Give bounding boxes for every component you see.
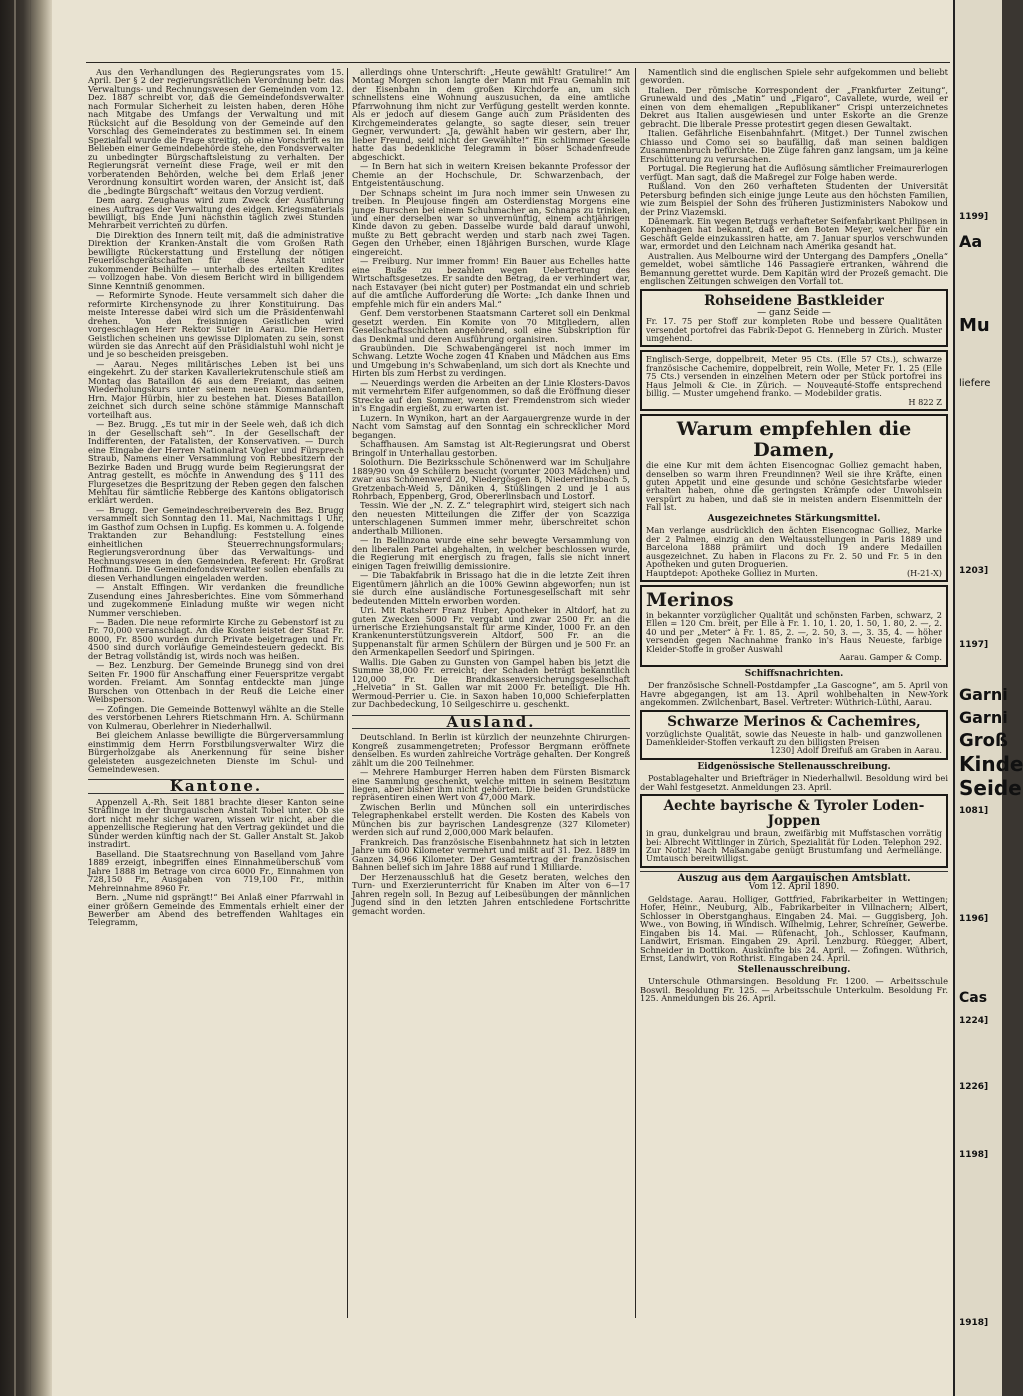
article: — Bez. Lenzburg. Der Gemeinde Brunegg sind von drei Seiten Fr. 1900 für Anschaffung einer Feuerspritze vergabt worden. Freiamt. Am Sonntag entdeckte man junge Burschen von Ottenbach in der Reuß die Leiche einer Weibsperson. (88, 660, 344, 705)
article: — Brugg. Der Gemeindeschreiberverein des Bez. Brugg versammelt sich Sonntag den 11. Mai, Nachmittags 1 Uhr, im Gasthof zum Ochsen in Lupfig. Es kommen u. A. folgende Traktanden zur Behandlung: Feststellung eines einheitlichen Steuerrechnungsformulars; Regierungsverordnung über das Verwaltungs- und Rechnungswesen in den Gemeinden. Referent: Hr. Großrat Hoffmann. Die Gemeindefondsverwalter sollen ebenfalls zu diesen Verhandlungen eingeladen werden. (88, 504, 344, 583)
article: Uri. Mit Ratsherr Franz Huber, Apotheker in Altdorf, hat zu guten Zwecken 5000 Fr. vergabt und zwar 2500 Fr. an die urnerische Erziehungsanstalt für arme Kinder, 1000 Fr. an den Krankenunterstützungsverein Altdorf, 500 Fr. an die Suppenanstalt für armen Schülern der Bürgen und je 500 Fr. an den Armenkapellen Seedorf und Spiringen. (352, 605, 630, 658)
fragment: Cas (959, 990, 988, 1006)
article: Italien. Der römische Korrespondent der „Frankfurter Zeitung“, Grunewald und des „Matin“ und „Figaro“, Cavallete, wurde, weil er einen von dem ehemaligen „Republikaner“ Crispi unterzeichnetes Dekret aus Italien ausgewiesen und unter Eskorte an die Grenze gebracht. Die liberale Presse protestirt gegen diesen Gewaltakt. (640, 84, 948, 129)
column-1 (88, 68, 344, 1328)
ad-merinos (640, 585, 948, 667)
ad-footer: Hauptdepot: Apotheke Golliez in Murten. (646, 567, 818, 578)
ad-body: Englisch-Serge, doppelbreit, Meter 95 Cts. (Elle 57 Cts.), schwarze französische Cachemire, doppelbreit, rein Wolle, Meter Fr. 1. 25 (Elle 75 Cts.) versenden in einzelnen Metern oder per Stück portofrei ins Haus Jelmoli & Cie. in Zürich. — Nouveauté-Stoffe entsprechend billig. — Muster umgehend franko. — Modebilder gratis. (646, 354, 942, 399)
fragment: 1203] (959, 566, 989, 576)
adjacent-page-strip (953, 0, 1023, 1396)
section-heading-kantone: Kantone. (88, 779, 344, 793)
article: Geldstage. Aarau. Holliger, Gottfried, Fabrikarbeiter in Wettingen; Hofer, Heinr., Neuburg, Alb., Fabrikarbeiter in Villnachern; Albert, Schlosser in Oberstganghaus. Eingaben 24. Mai. — Guggisberg, Joh. Wwe., von Bowing, in Windisch. Wilhelmig, Lehrer, Schreiner, Gewerbe. Eingaben bis 14. Mai. — Rüfenacht, Joh., Schlosser, Kaufmann, Landwirt, Erisman. Eingaben 29. April. Lenzburg. Rüegger, Albert, Schneider in Dottikon. Auskünfte bis 24. April. — Zofingen. Wüthrich, Ernst, Landwirt, von Rothrist. Eingaben 24. April. (640, 893, 948, 964)
article: Graubünden. Die Schwabengängerei ist noch immer im Schwang. Letzte Woche zogen 41 Knaben und Mädchen aus Ems und Umgebung in's Schwabenland, um sich dort als Knechte und Hirten bis zum Herbst zu verdingen. (352, 343, 630, 379)
ad-body: Fr. 17. 75 per Stoff zur kompleten Robe und bessere Qualitäten versendet portofrei das Fabrik-Depot G. Henneberg in Zürich. Muster umgehend. (646, 316, 942, 343)
section-heading-schiff: Schiffsnachrichten. (744, 668, 844, 679)
article: Unterschule Othmarsingen. Besoldung Fr. 1200. — Arbeitsschule Boswil. Besoldung Fr. 125. — Arbeitsschule Unterkulm. Besoldung Fr. 125. Anmeldungen bis 26. April. (640, 976, 948, 1004)
fragment: liefere (959, 378, 991, 389)
fragment: 1196] (959, 914, 989, 924)
ad-title: Merinos (646, 589, 734, 612)
fragment: 1197] (959, 640, 989, 650)
article: Portugal. Die Regierung hat die Auflösung sämtlicher Freimaurerlogen verfügt. Man sagt, daß die Maßregel zur Folge haben werde. (640, 163, 948, 182)
article: — Mehrere Hamburger Herren haben dem Fürsten Bismarck eine Sammlung geschenkt, welche mitten in seinem Besitztum liegen, aber bisher ihm nicht gehörten. Die beiden Grundstücke repräsentiren einen Wert von 47,000 Mark. (352, 767, 630, 803)
ad-loden (640, 794, 948, 868)
article: Appenzell A.-Rh. Seit 1881 brachte dieser Kanton seine Sträflinge in der thurgauischen Anstalt Tobel unter. Ob sie dort nicht mehr sicher waren, wissen wir nicht, aber die appenzellische Regierung hat den Vertrag gekündet und die Sünder werden künftig nach der St. Galler Anstalt St. Jakob instradirt. (88, 796, 344, 850)
ad-rohseide (640, 289, 948, 348)
ad-title: Aechte bayrische & Tyroler Loden-Joppen (663, 798, 925, 830)
article: — In Bellinzona wurde eine sehr bewegte Versammlung von den liberalen Partei abgehalten, in welcher beschlossen wurde, die Regierung mit energisch zu fragen, falls sie nicht innert einigen Tagen freiwillig demissionire. (352, 535, 630, 571)
column-divider (347, 68, 348, 1318)
article: Der Schnaps scheint im Jura noch immer sein Unwesen zu treiben. In Pleujouse fingen am Osterdienstag Morgens eine junge Burschen bei einem Schuhmacher an, Schnaps zu trinken, und einer derselben war so unvernünftig, einem achtjährigen Kinde davon zu geben. Dasselbe wurde bald darauf unwohl, mußte zu Bett gebracht werden und starb nach zwei Tagen. Gegen den Urheber, einen 18jährigen Burschen, wurde Klage eingereicht. (352, 187, 630, 257)
ad-serge (640, 350, 948, 411)
article: — Freiburg. Nur immer fromm! Ein Bauer aus Echelles hatte eine Buße zu bezahlen wegen Uebertretung des Wirtschaftsgesetzes. Er sandte den Betrag, da er verhindert war, nach Estavayer (bei nicht guter) per Postmandat ein und schrieb auf die amtliche Aufforderung die Worte: „Ich danke Ihnen und empfehle mich für ein anders Mal.“ (352, 256, 630, 309)
article: Namentlich sind die englischen Spiele sehr aufgekommen und beliebt geworden. (640, 67, 948, 86)
article: Der französische Schnell-Postdampfer „La Gascogne“, am 5. April von Havre abgegangen, ist am 13. April wohlbehalten in New-York angekommen. Zwilchenbart, Basel. Vertreter: Wüthrich-Lüthi, Aarau. (640, 680, 948, 708)
header-rule (86, 62, 950, 63)
article: Der Herzenausschluß hat die Gesetz beraten, welches den Turn- und Exerzierunterricht für Knaben im Alter von 6—17 Jahren regeln soll. In Bezug auf Leibesübungen der männlichen Jugend sind in den letzten Jahren entschiedene Fortschritte gemacht worden. (352, 871, 630, 916)
ad-cachemires (640, 710, 948, 760)
ad-code: H 822 Z (908, 396, 942, 407)
article: — Neuerdings werden die Arbeiten an der Linie Klosters-Davos mit vermehrtem Eifer aufgenommen, so daß die Eröffnung dieser Strecke auf den Sommer, wenn der Fremdenstrom sich wieder in's Engadin ergießt, zu erwarten ist. (352, 377, 630, 414)
article: — Die Tabakfabrik in Brissago hat die in die letzte Zeit ihren Eigentümern jährlich an die 100% Gewinn abgeworfen; nun ist sie durch eine ausländische Fortunesgesellschaft mit sehr bedeutenden Mitteln erworben worden. (352, 570, 630, 606)
article: Deutschland. In Berlin ist kürzlich der neunzehnte Chirurgen-Kongreß zusammengetreten; Professor Bergmann eröffnete denselben. Es wurden zahlreiche Vorträge gehalten. Der Kongreß zählt um die 200 Teilnehmer. (352, 732, 630, 768)
article: — Aarau. Neges militärisches Leben ist bei uns eingekehrt. Zu der starken Kavalleriekrutenschule stieß am Montag das Bataillon 46 aus dem Freiamt, das seinen Wiederholungskurs unter seinem neuen Kommandanten, Hrn. Major Hürbin, hier zu bestehen hat. Dieses Bataillon zeichnet sich durch seine schöne stämmige Mannschaft vorteilhaft aus. (88, 358, 344, 420)
article: Bern. „Nume nid gsprängt!“ Bei Anlaß einer Pfarrwahl in einer größern Gemeinde des Emmentals erhielt einer der Bewerber am Abend des betreffenden Wahltages ein Telegramm, (88, 892, 344, 928)
column-divider (635, 68, 636, 1318)
ad-code: (H-21-X) (906, 567, 942, 578)
section-heading-stelle: Eidgenössische Stellenausschreibung. (697, 761, 891, 772)
article: Rußland. Von den 260 verhafteten Studenten der Universität Petersburg befinden sich einige junge Leute aus den höchsten Familien, wie zum Beispiel der Sohn des früheren Justizministers Nabokow und der Prinz Viazemski. (640, 181, 948, 217)
ad-body: Man verlange ausdrücklich den ächten Eisencognac Golliez, Marke der 2 Palmen, einzig an den Weltausstellungen in Paris 1889 und Barcelona 1888 prämiirt und doch 19 andere Medaillen ausgezeichnet. Zu haben in Flacons zu Fr. 2. 50 und Fr. 5 in den Apotheken und guten Droguerien. (646, 525, 942, 570)
fragment: 1918] (959, 1318, 989, 1328)
ad-body: vorzüglichste Qualität, sowie das Neueste in halb- und ganzwollenen Damenkleider-Stoffen verkauft zu den billigsten Preisen (646, 728, 942, 748)
article: Solothurn. Die Bezirksschule Schönenwerd war im Schuljahre 1889/90 von 49 Schülern besucht (vorunter 2003 Mädchen) und zwar aus Schönenwerd 20, Niedergösgen 8, Niedererlinsbach 5, Gretzenbach-Weid 5, Däniken 4, Stüßlingen 2 und je 1 aus Rohrbach, Eppenberg, Grod, Obererlinsbach und Lostorf. (352, 457, 630, 501)
article: Wallis. Die Gaben zu Gunsten von Gampel haben bis jetzt die Summe 38,000 Fr. erreicht; der Schaden beträgt bekanntlich 120,000 Fr. Die Brandkassenversicherungsgesellschaft „Helvetia“ in St. Gallen war mit 2000 Fr. beteiligt. Die Hh. Wermoud-Perrier u. Cie. in Saxon haben 10,000 Schieferplatten zur Dachbedeckung, 10 Seilgeschirre u. geschenkt. (352, 656, 630, 710)
fragment: 1226] (959, 1082, 989, 1092)
article: Bei gleichem Anlasse bewilligte die Bürgerversammlung einstimmig dem Herrn Forstbilungsverwalter Wirz die Bürgerholzgabe als Anerkennung für seine bisher geleisteten ausgezeichneten Dienste im Schul- und Gemeindewesen. (88, 730, 344, 774)
ad-footer: Aarau. Gamper & Comp. (839, 652, 942, 663)
article: Australien. Aus Melbourne wird der Untergang des Dampfers „Onella“ gemeldet, wobei sämtliche 146 Passagiere ertranken, während die Bemannung gerettet wurde. Dem Kapitän wird der Prozeß gemacht. Die englischen Zeitungen schweigen den Vorfall tot. (640, 250, 948, 287)
article: Dem aarg. Zeughaus wird zum Zweck der Ausführung eines Auftrages der Verwaltung des eidgen. Kriegsmaterials bewilligt, bis Ende Juni nächsthin täglich zwei Stunden Mehrarbeit verrichten zu dürfen. (88, 195, 344, 231)
article: Baselland. Die Staatsrechnung von Baselland vom Jahre 1889 erzeigt, inbegriffen eines Einnahmeüberschuß vom Jahre 1888 im Betrage von circa 6000 Fr., Einnahmen von 728,150 Fr., Ausgaben von 719,100 Fr., mithin Mehreinnahme 8960 Fr. (88, 848, 344, 893)
fragment: 1081] (959, 806, 989, 816)
ad-subtitle: Ausgezeichnetes Stärkungsmittel. (707, 513, 881, 524)
fragment: Garni (959, 685, 1008, 704)
article: Genf. Dem verstorbenen Staatsmann Carteret soll ein Denkmal gesetzt werden. Ein Komite von 70 Mitgliedern, allen Gesellschaftsschichten angehörend, soll eine Subskription für das Denkmal und deren Ausführung organisiren. (352, 308, 630, 344)
article: Tessin. Wie der „N. Z. Z.“ telegraphirt wird, steigert sich nach den neuesten Mitteilungen die Ziffer der von Scazziga unterschlagenen Summen immer mehr, überschreitet schon anderthalb Millionen. (352, 500, 630, 536)
ad-body: in bekannter vorzüglicher Qualität und schönsten Farben, schwarz, 2 Ellen = 120 Cm. breit, per Elle à Fr. 1. 10, 1. 20, 1. 50, 1. 80, 2. —, 2. 40 und per „Meter“ à Fr. 1. 85, 2. —, 2. 50, 3. —, 3. 35, 4. — höher versenden gegen Nachnahme franko in's Haus Neueste, farbige Kleider-Stoffe in großer Auswahl (646, 610, 942, 654)
article: Dänemark. Ein wegen Betrugs verhafteter Seifenfabrikant Philipsen in Kopenhagen hat bekannt, daß er den Boten Meyer, welcher für ein Geschäft Gelde einzukassiren hatte, am 7. Januar spurlos verschwunden war, ermordet und den Leichnam nach Amerika gesandt hat. (640, 215, 948, 252)
article: Luzern. In Wynikon, hart an der Aargauergrenze wurde in der Nacht vom Samstag auf den Sonntag ein schrecklicher Mord begangen. (352, 412, 630, 440)
ad-title: Rohseidene Bastkleider (704, 292, 884, 309)
fragment: Aa (959, 232, 983, 251)
ad-subtitle: — ganz Seide — (757, 307, 831, 318)
ad-body: in grau, dunkelgrau und braun, zweifärbig mit Muffstaschen vorrätig bei: Albrecht Wittlinger in Zürich, Spezialität für Loden. Telephon 292. Zur Notiz! Nach Maßangabe genügt Brustumfang und Aermellänge. Umtausch bereitwilligst. (646, 828, 942, 864)
article: Schaffhausen. Am Samstag ist Alt-Regierungsrat und Oberst Bringolf in Unterhallau gestorben. (352, 439, 630, 458)
article: — Bez. Brugg. „Es tut mir in der Seele weh, daß ich dich in der Gesellschaft seh'“. In der Gesellschaft der Indifferenten, der Fatalisten, der Konservativen. — Durch eine Eingabe der Herren Nationalrat Vogler und Fürsprech Straub, Namens einer Versammlung von Rebbesitzern der Bezirke Baden und Brugg wurde beim Regierungsrat der Antrag gestellt, es möchte in Anwendung des § 111 des Flurgesetzes die Bespritzung der Reben gegen den falschen Mehltau für sämtliche Rebberge des Kantons obligatorisch erklärt werden. (88, 419, 344, 506)
article: Zwischen Berlin und München soll ein unterirdisches Telegraphenkabel erstellt werden. Die Kosten des Kabels von München bis zur bayrischen Landesgrenze (327 Kilometer) werden sich auf rund 2,000,000 Mark belaufen. (352, 801, 630, 838)
book-binding (0, 0, 52, 1396)
article: Postablagehalter und Briefträger in Niederhallwil. Besoldung wird bei der Wahl festgesetzt. Anmeldungen 23. April. (640, 773, 948, 792)
article: Italien. Gefährliche Eisenbahnfahrt. (Mitget.) Der Tunnel zwischen Chiasso und Como sei so baufällig, daß man seinen baldigen Zusammenbruch befürchte. Die Züge fahren ganz langsam, um ja keine Erschütterung zu verursachen. (640, 128, 948, 164)
article: — Reformirte Synode. Heute versammelt sich daher die reformirte Kirchensynode zu ihrer Konstituirung. Das meiste Interesse dabei wird sich um die Präsidentenwahl drehen. Von den freisinnigen Geistlichen wird vorgeschlagen Herr Rektor Suter in Aarau. Die Herren Geistlichen scheinen uns gewisse Diplomaten zu sein, sonst würden sie das Anrecht auf den Präsidialstuhl wohl nicht je und je so bescheiden preisgeben. (88, 290, 344, 360)
fragment: Kinde (959, 752, 1023, 776)
fragment: Groß (959, 730, 1008, 751)
article: Die Direktion des Innern teilt mit, daß die administrative Direktion der Kranken-Anstalt die vom Großen Rath bewilligte Rückerstattung und Erstellung der nötigen Feuerlöschgerätschaften für diese Anstalt unter zukommender Beihülfe — unterhalb des erteilten Kredites — vollzogen habe. Von diesem Bericht wird in billigendem Sinne Kenntniß genommen. (88, 229, 344, 291)
section-heading-stellen: Stellenausschreibung. (737, 964, 851, 975)
article: — Anstalt Effingen. Wir verdanken die freundliche Zusendung eines Jahresberichtes. Eine vom Sömmerhand und zugekommene Einladung mußte wir wegen nicht Nummer verschieben. (88, 582, 344, 618)
fragment: Mu (959, 315, 990, 336)
article: Frankreich. Das französische Eisenbahnnetz hat sich in letzten Jahre um 600 Kilometer vermehrt und mißt auf 31. Dez. 1889 im Ganzen 34,966 Kilometer. Der Gesamtertrag der französischen Bahnen belief sich im Jahre 1888 auf rund 1 Milliarde. (352, 836, 630, 873)
ad-title: Schwarze Merinos & Cachemires, (667, 713, 921, 730)
article: Aus den Verhandlungen des Regierungsrates vom 15. April. Der § 2 der regierungsrätlichen Verordnung betr. das Verwaltungs- und Rechnungswesen der Gemeinden vom 12. Dez. 1887 schreibt vor, daß die Gemeindefondsverwalter nach Formular Sicherheit zu leisten haben, deren Höhe nach Mitgabe des Umfangs der Verwaltung und mit Rücksicht auf die Besoldung von der Gemeinde auf den Vorschlag des Gemeinderates zu bestimmen sei. In einem Spezialfall wurde die Frage streitig, ob eine Vorschrift es im Belieben einer Gemeindebehörde stehe, den Fondsverwalter zu unbedingter Bürgschaftsleistung zu verhalten. Der Regierungsrat verneint diese Frage, weil er mit den vorberatenden Behörden, welche bei dem Erlaß jener Verordnung konsultirt worden waren, der Ansicht ist, daß die „bedingte Bürgschaft“ weitaus den Vorzug verdient. (88, 67, 344, 196)
section-heading-amtsblatt: Auszug aus dem Aargauischen Amtsblatt. (677, 872, 911, 884)
ad-body: die eine Kur mit dem ächten Eisencognac Golliez gemacht haben, denselben so warm ihren Freundinnen? Weil sie ihre Kräfte, einen guten Appetit und eine gesunde und schöne Gesichtsfarbe wieder erhalten haben, ohne die geringsten Krämpfe oder Unwohlsein verspürt zu haben, und daß sie in meisten andern Eisenmitteln der Fall ist. (646, 460, 942, 513)
column-2 (352, 68, 630, 1328)
fragment: 1199] (959, 212, 989, 222)
ad-eisencognac (640, 414, 948, 582)
column-3 (640, 68, 948, 1328)
section-heading-ausland: Ausland. (352, 715, 630, 729)
ad-footer: 1230] Adolf Dreifuß am Graben in Aarau. (770, 745, 942, 756)
fragment: Seide (959, 776, 1022, 800)
fragment: 1224] (959, 1016, 989, 1026)
article: — Baden. Die neue reformirte Kirche zu Gebenstorf ist zu Fr. 70,000 veranschlagt. An die Kosten leistet der Staat Fr. 8000, Fr. 8500 wurden durch Private beigetragen und Fr. 4500 sind durch vorläufige Gemeindesteuern gedeckt. Bis der Betrag vollständig ist, wirds noch was heißen. (88, 617, 344, 661)
amtsblatt-date: Vom 12. April 1890. (748, 882, 840, 893)
article: — Zofingen. Die Gemeinde Bottenwyl wählte an die Stelle des verstorbenen Lehrers Rietschmann Hrn. A. Schürmann von Kulmerau, Oberlehrer in Niederhallwil. (88, 703, 344, 731)
article: — In Bern hat sich in weitern Kreisen bekannte Professor der Chemie an der Hochschule, Dr. Schwarzenbach, der Entgeistentäuschung. (352, 161, 630, 189)
ad-title: Warum empfehlen die Damen, (676, 418, 912, 462)
fragment: Garni (959, 708, 1008, 727)
article: allerdings ohne Unterschrift: „Heute gewählt! Gratulire!“ Am Montag Morgen schon langte der Mann mit Frau Gemahlin mit der Eisenbahn in dem großen Kirchdorfe an, um sich schnellstens eine Wohnung auszusuchen, da eine amtliche Pfarrwohnung ihm nicht zur Verfügung gestellt werden konnte. Als er jedoch auf diesem Gange auch zum Präsidenten des Kirchgemeinderates gelangte, so sagte dieser, sein treuer Gegner, verwundert: „Ja, gewählt haben wir gestern, aber Ihr, lieber Freund, seid nicht der Gewählte!“ Ein schlimmer Geselle hatte das bedenkliche Telegramm in böser Schadenfreude abgeschickt. (352, 67, 630, 162)
fragment: 1198] (959, 1150, 989, 1160)
